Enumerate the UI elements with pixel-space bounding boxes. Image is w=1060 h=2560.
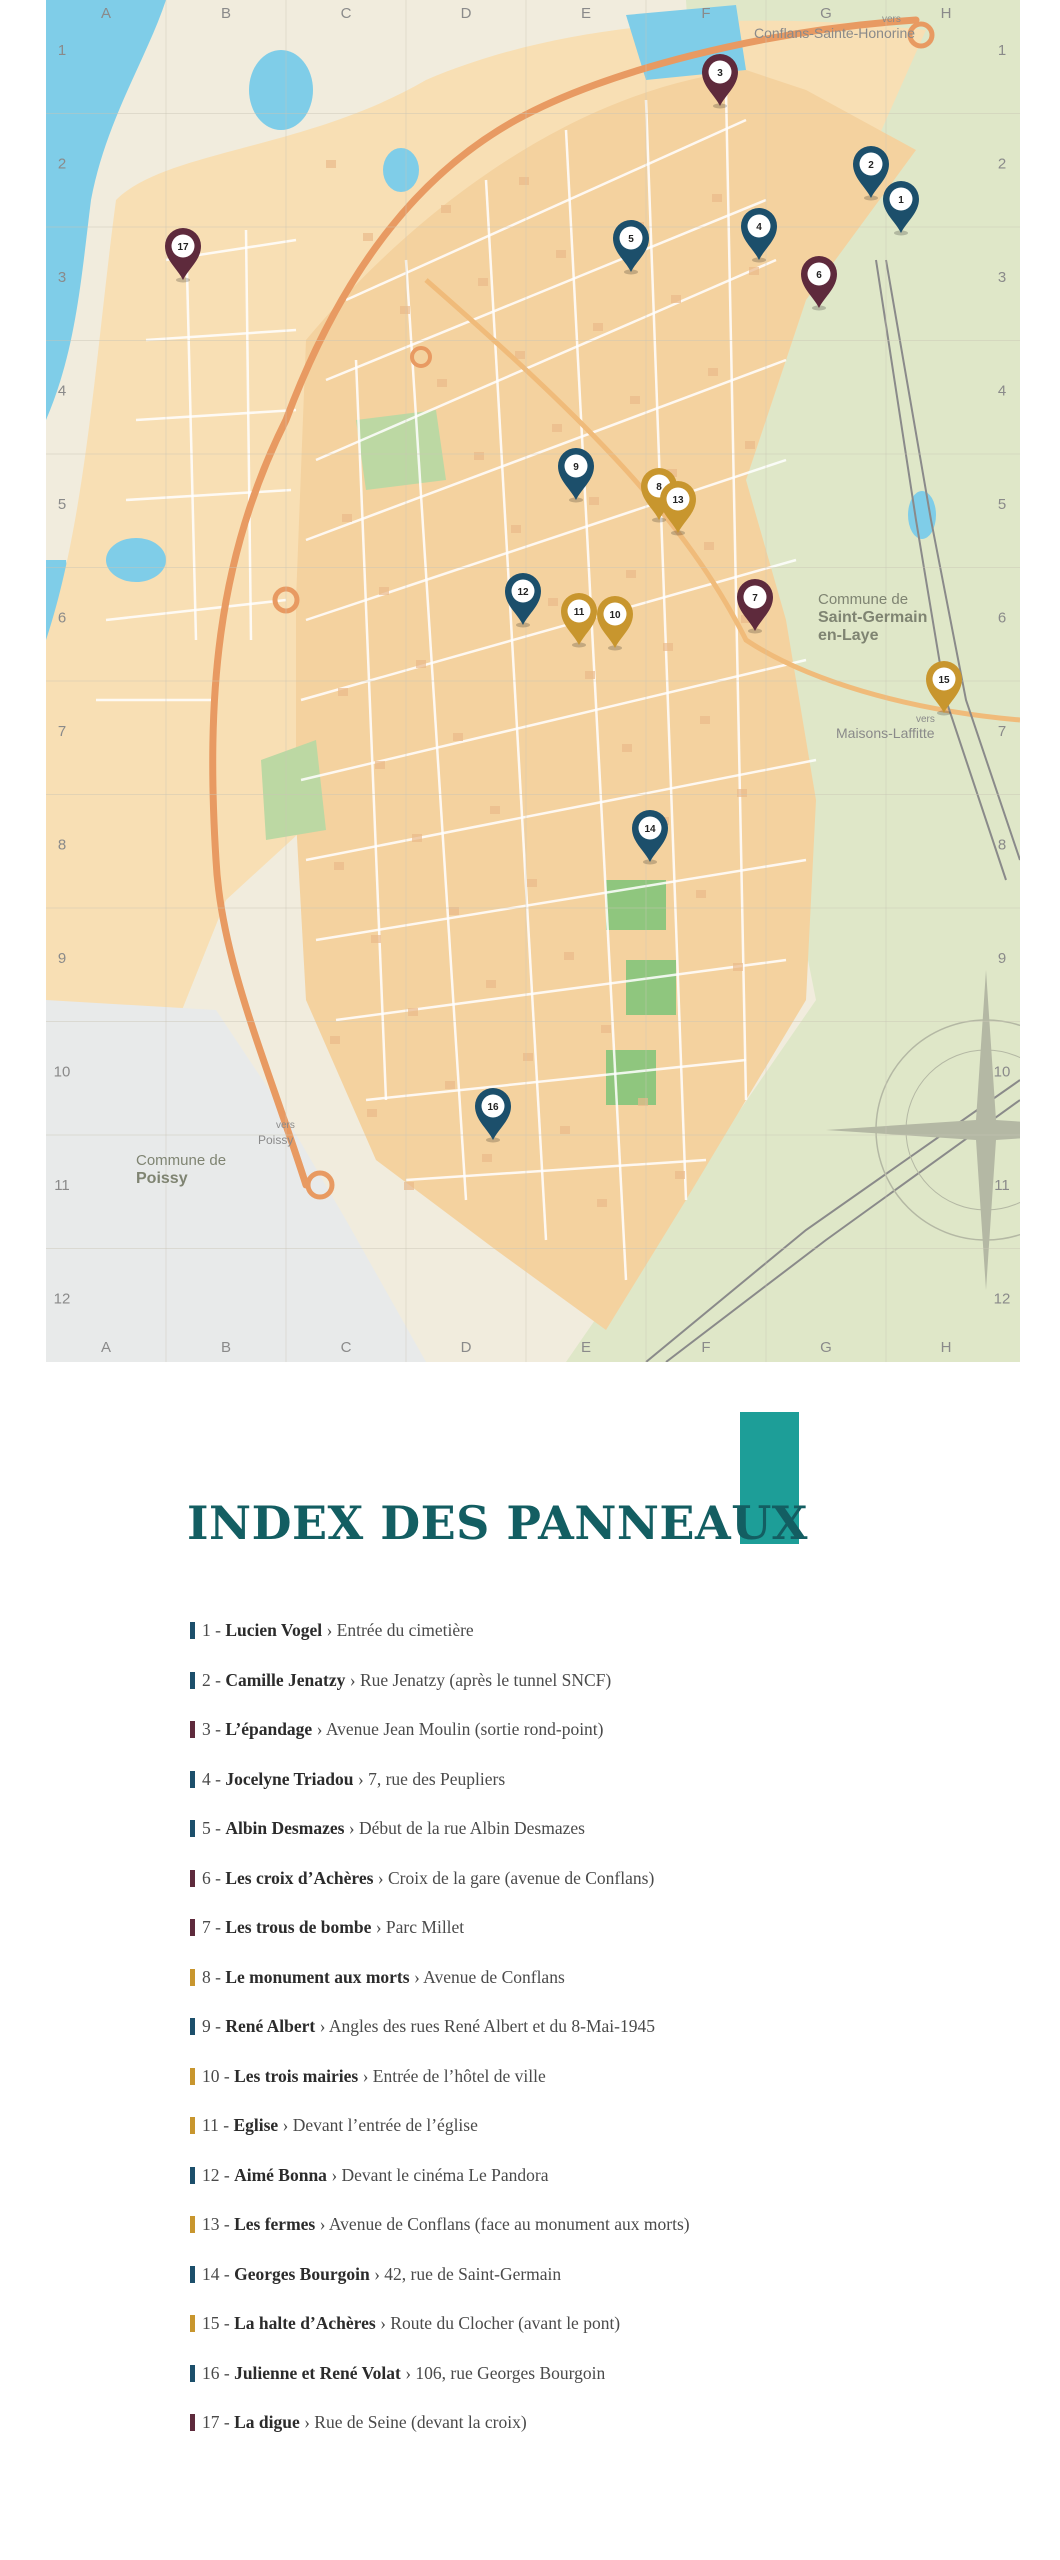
grid-col-label: C [340,5,352,22]
category-bar [190,2018,195,2035]
category-bar [190,1721,195,1738]
index-location: › 106, rue Georges Bourgoin [400,2362,606,2383]
grid-row-label: 1 [997,42,1007,59]
category-bar [190,1919,195,1936]
label-saint-germain: Saint-Germain [818,609,928,626]
grid-col-label: D [460,1339,472,1356]
index-location: › 42, rue de Saint-Germain [369,2263,562,2284]
index-name: Lucien Vogel [225,1620,323,1640]
map-marker-number: 9 [573,462,579,473]
grid-row-label: 5 [57,496,67,513]
index-number: 9 - [202,2016,226,2036]
grid-row-label: 1 [57,42,67,59]
grid-col-label: H [940,1339,952,1356]
grid-row-label: 7 [57,723,67,740]
index-number: 13 - [202,2214,235,2234]
map-marker-number: 4 [756,222,762,233]
index-location: › Croix de la gare (avenue de Conflans) [373,1867,655,1888]
label-vers-ml: vers [916,714,935,725]
index-name: La digue [234,2412,300,2432]
index-item-3 [190,1705,690,1755]
index-item-1 [190,1606,690,1656]
grid-row-label: 7 [997,723,1007,740]
grid-row-label: 11 [994,1177,1010,1194]
index-item-14 [190,2250,690,2300]
category-bar [190,2216,195,2233]
map-marker-number: 14 [644,824,656,835]
label-en-laye: en-Laye [818,627,879,644]
index-location: › Devant le cinéma Le Pandora [326,2164,549,2185]
category-bar [190,2068,195,2085]
index-item-11 [190,2101,690,2151]
label-commune-sg: Commune de [818,591,909,608]
grid-col-label: E [580,5,592,22]
grid-col-label: H [940,5,952,22]
label-maisons-laffitte: Maisons-Laffitte [836,725,935,741]
grid-row-label: 2 [57,155,67,173]
label-vers-top: vers [882,14,901,25]
label-poissy-small: Poissy [258,1133,294,1147]
category-bar [190,2266,195,2283]
grid-row-label: 4 [997,382,1007,400]
index-name: Albin Desmazes [225,1818,345,1838]
index-number: 11 - [202,2115,234,2135]
grid-col-label: G [820,1339,832,1356]
index-number: 12 - [202,2164,235,2185]
grid-col-label: F [701,1339,711,1356]
label-poissy: Poissy [136,1170,188,1187]
index-name: La halte d’Achères [234,2313,376,2333]
index-name: Camille Jenatzy [225,1669,346,1690]
grid-col-label: B [220,5,232,22]
map-marker-number: 13 [672,495,684,506]
map-marker-number: 15 [938,675,950,686]
index-list [190,1606,690,2448]
index-number: 3 - [202,1719,226,1739]
index-location: › Avenue Jean Moulin (sortie rond-point) [312,1719,604,1739]
category-bar [190,2167,195,2184]
index-location: › Entrée de l’hôtel de ville [358,2065,546,2086]
index-location: › Rue Jenatzy (après le tunnel SNCF) [345,1669,612,1690]
index-number: 7 - [202,1917,226,1937]
grid-row-label: 2 [997,155,1007,173]
map-marker-number: 8 [656,482,662,493]
index-location: › Parc Millet [371,1917,465,1937]
grid-row-label: 9 [57,950,67,967]
grid-col-label: G [820,5,832,22]
lake [106,538,166,582]
map-marker-number: 12 [517,587,529,598]
grid-row-label: 3 [57,269,67,286]
index-name: Julienne et René Volat [234,2362,401,2383]
index-name: Le monument aux morts [225,1966,410,1987]
index-item-12 [190,2151,690,2201]
index-item-13 [190,2200,690,2250]
grid-row-label: 6 [997,609,1007,627]
index-location: › Angles des rues René Albert et du 8-Mai-1945 [315,2016,655,2036]
index-name: Les croix d’Achères [225,1867,374,1888]
index-location: › 7, rue des Peupliers [353,1768,506,1789]
index-item-7 [190,1903,690,1953]
grid-row-label: 10 [993,1063,1011,1081]
lake [383,148,419,192]
category-bar [190,2117,195,2134]
category-bar [190,1870,195,1887]
map-marker-number: 17 [177,242,189,253]
town-map[interactable] [46,0,1020,1362]
index-number: 17 - [202,2412,235,2432]
map-marker-number: 3 [717,68,723,79]
index-location: › Devant l’entrée de l’église [278,2115,478,2135]
index-name: Les trous de bombe [225,1917,372,1937]
index-location: › Route du Clocher (avant le pont) [375,2313,621,2333]
grid-row-label: 5 [997,496,1007,513]
grid-row-label: 9 [997,950,1007,967]
map-marker-number: 1 [898,195,904,206]
category-bar [190,1622,195,1639]
index-name: L’épandage [225,1719,313,1739]
index-number: 6 - [202,1867,226,1888]
index-number: 1 - [202,1620,226,1640]
grid-row-label: 11 [54,1177,70,1194]
category-bar [190,1672,195,1689]
index-number: 16 - [202,2362,235,2383]
map-marker-number: 7 [752,593,758,604]
label-commune-poissy: Commune de [136,1152,227,1169]
grid-row-label: 12 [993,1290,1011,1308]
map-marker-number: 6 [816,270,822,281]
index-number: 14 - [202,2263,235,2284]
grid-row-label: 12 [53,1290,71,1308]
grid-row-label: 8 [57,836,67,854]
index-number: 5 - [202,1818,226,1838]
index-location: › Rue de Seine (devant la croix) [299,2412,527,2432]
index-item-5 [190,1804,690,1854]
index-item-8 [190,1953,690,2003]
index-name: Les trois mairies [234,2065,359,2086]
grid-col-label: A [100,1339,112,1356]
label-conflans: Conflans-Sainte-Honorine [754,25,916,41]
map-marker-number: 5 [628,234,634,245]
index-location: › Entrée du cimetière [322,1620,474,1640]
index-item-2 [190,1656,690,1706]
category-bar [190,2315,195,2332]
grid-col-label: B [220,1339,232,1356]
index-number: 2 - [202,1669,226,1690]
index-number: 10 - [202,2065,235,2086]
index-location: › Avenue de Conflans [409,1966,565,1987]
category-bar [190,1771,195,1788]
index-name: Eglise [233,2115,279,2135]
map-marker-number: 11 [573,607,585,618]
index-location: › Avenue de Conflans (face au monument aux morts) [315,2214,690,2234]
grid-row-label: 4 [57,382,67,400]
grid-col-label: F [701,5,711,22]
grid-col-label: C [340,1339,352,1356]
grid-col-label: A [100,5,112,22]
grid-row-label: 10 [53,1063,71,1081]
lake [249,50,313,130]
index-number: 15 - [202,2313,235,2333]
index-title: INDEX DES PANNEAUX [187,1496,808,1550]
grid-col-label: E [580,1339,592,1356]
index-item-16 [190,2349,690,2399]
grid-col-label: D [460,5,472,22]
index-name: René Albert [225,2016,316,2036]
map-marker-number: 2 [868,160,874,171]
index-name: Georges Bourgoin [234,2263,370,2284]
map-marker-number: 10 [609,610,621,621]
index-item-9 [190,2002,690,2052]
index-item-15 [190,2299,690,2349]
index-item-6 [190,1854,690,1904]
index-item-17 [190,2398,690,2448]
category-bar [190,2365,195,2382]
grid-row-label: 3 [997,269,1007,286]
index-number: 8 - [202,1966,226,1987]
index-name: Aimé Bonna [234,2164,327,2185]
map-marker-number: 16 [487,1102,499,1113]
index-number: 4 - [202,1768,226,1789]
grid-row-label: 6 [57,609,67,627]
index-name: Les fermes [234,2214,316,2234]
category-bar [190,1820,195,1837]
sports-field [626,960,676,1015]
index-location: › Début de la rue Albin Desmazes [344,1818,585,1838]
category-bar [190,1969,195,1986]
index-item-10 [190,2052,690,2102]
index-item-4 [190,1755,690,1805]
label-vers-poissy: vers [276,1120,295,1131]
index-name: Jocelyne Triadou [225,1768,354,1789]
grid-row-label: 8 [997,836,1007,854]
category-bar [190,2414,195,2431]
